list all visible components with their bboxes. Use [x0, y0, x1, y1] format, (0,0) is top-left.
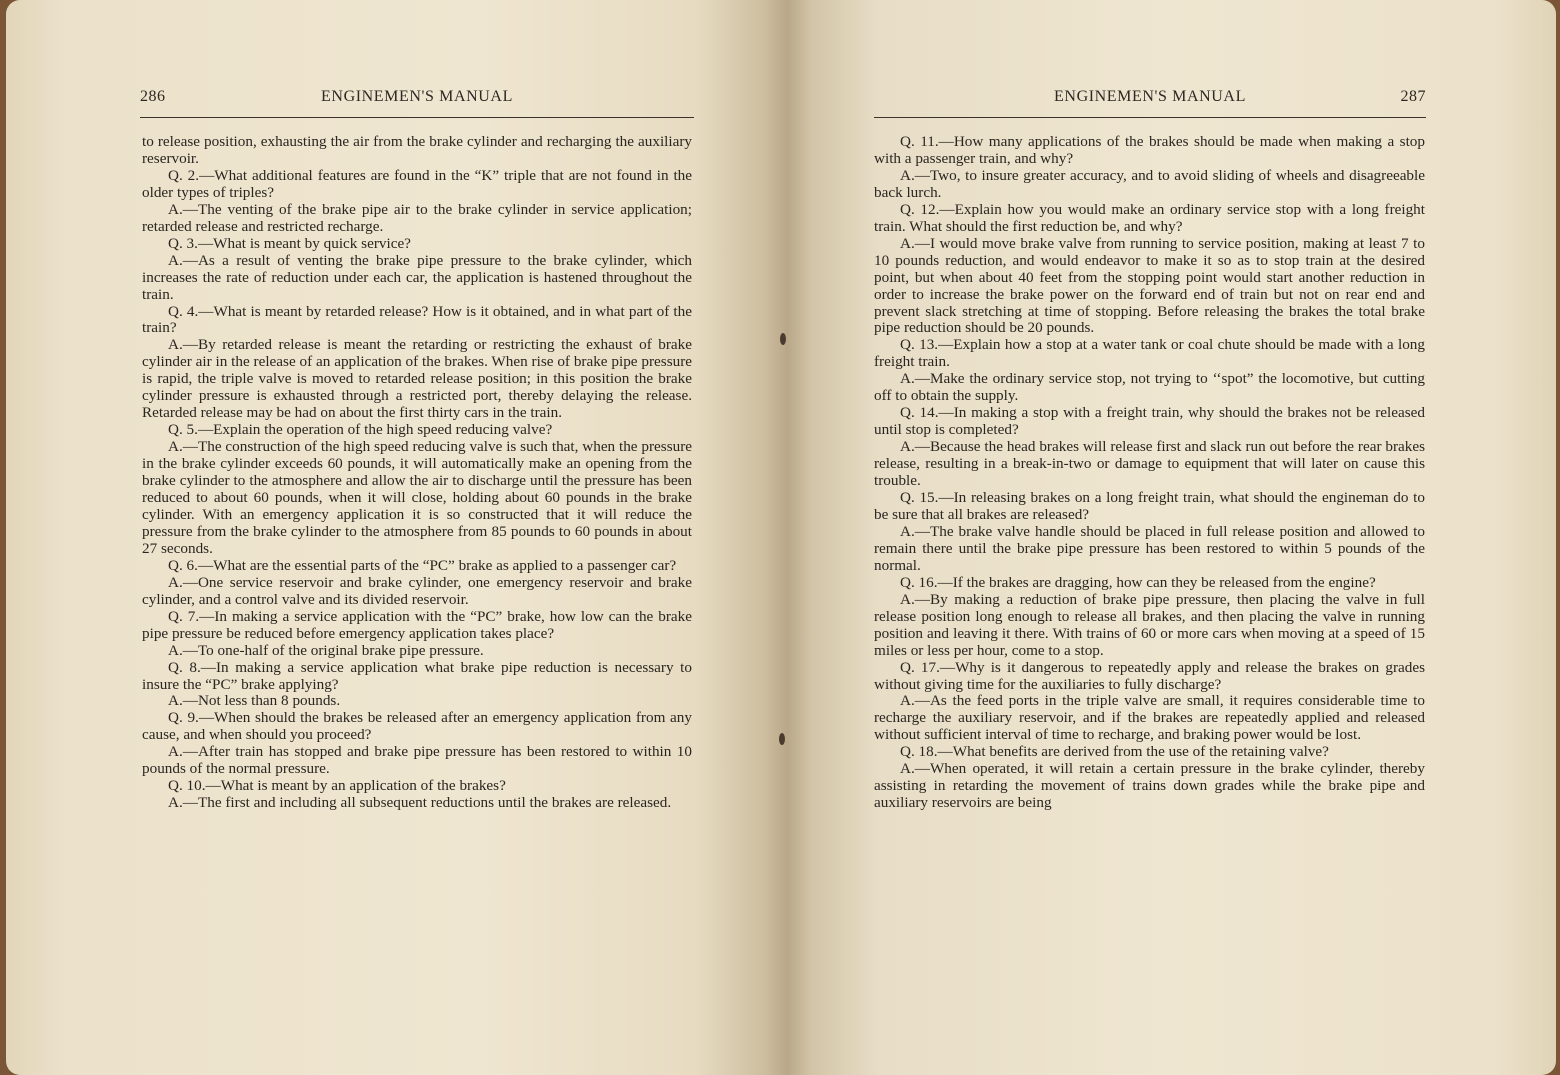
question-paragraph: Q. 17.—Why is it dangerous to repeatedly apply and release the brakes on grades without giving time for the auxiliaries to fully discharge? — [874, 658, 1425, 693]
question-paragraph: Q. 9.—When should the brakes be released after an emergency application from any cause, and when should you proceed? — [142, 709, 692, 744]
answer-paragraph: A.—To one-half of the original brake pipe pressure. — [168, 641, 484, 659]
left-running-title: ENGINEMEN'S MANUAL — [321, 88, 513, 105]
binding-thread-mark — [780, 333, 786, 345]
question-paragraph: Q. 15.—In releasing brakes on a long freight train, what should the engineman do to be sure that all brakes are released? — [874, 489, 1425, 523]
question-paragraph: Q. 12.—Explain how you would make an ordinary service stop with a long freight train. What should the first reduction be, and why? — [874, 200, 1425, 235]
question-paragraph: Q. 5.—Explain the operation of the high speed reducing valve? — [168, 421, 553, 439]
right-page-number: 287 — [1400, 88, 1426, 105]
question-paragraph: Q. 4.—What is meant by retarded release? How is it obtained, and in what part of the train? — [142, 302, 692, 337]
left-running-head — [140, 88, 694, 110]
binding-thread-mark — [779, 733, 785, 745]
right-page — [788, 0, 1556, 1075]
answer-paragraph: A.—The brake valve handle should be placed in full release position and allowed to remain there until the brake pipe pressure has been restored to within 5 pounds of the normal. — [874, 522, 1425, 574]
question-paragraph: Q. 11.—How many applications of the brakes should be made when making a stop with a passenger train, and why? — [874, 133, 1425, 167]
answer-paragraph: A.—When operated, it will retain a certain pressure in the brake cylinder, thereby assisting in retarding the movement of trains down grades while the brake pipe and auxiliary reservoirs are being — [874, 760, 1425, 812]
question-paragraph: Q. 2.—What additional features are found in the “K” triple that are not found in the older types of triples? — [142, 166, 692, 201]
question-paragraph: Q. 10.—What is meant by an application of the brakes? — [168, 777, 506, 795]
answer-paragraph: A.—Two, to insure greater accuracy, and to avoid sliding of wheels and disagreeable back lurch. — [874, 166, 1425, 201]
question-paragraph: Q. 16.—If the brakes are dragging, how can they be released from the engine? — [900, 573, 1376, 591]
answer-paragraph: A.—The first and including all subsequent reductions until the brakes are released. — [168, 794, 672, 812]
left-header-rule — [140, 117, 694, 118]
answer-paragraph: A.—Not less than 8 pounds. — [168, 692, 341, 710]
answer-paragraph: A.—After train has stopped and brake pipe pressure has been restored to within 10 pounds of the normal pressure. — [142, 743, 692, 778]
answer-paragraph: A.—The venting of the brake pipe air to the brake cylinder in service application; retarded release and restricted recharge. — [142, 200, 692, 235]
answer-paragraph: A.—I would move brake valve from running to service position, making at least 7 to 10 pounds reduction, and would endeavor to make it so as to stop train at the desired point, but when about 40 feet from the stopping point would start another reduction in order to increase the brake power on the forward end of train but not on rear end and prevent slack stretching at time of stopping. Before releasing the brakes the total brake pipe reduction should be 20 pounds. — [874, 234, 1425, 337]
question-paragraph: Q. 13.—Explain how a stop at a water tank or coal chute should be made with a long freight train. — [874, 336, 1425, 371]
answer-paragraph: A.—One service reservoir and brake cylinder, one emergency reservoir and brake cylinder, and a control valve and its divided reservoir. — [142, 573, 692, 608]
question-paragraph: Q. 3.—What is meant by quick service? — [168, 234, 411, 252]
right-running-head — [874, 88, 1426, 110]
question-paragraph: Q. 14.—In making a stop with a freight train, why should the brakes not be released until stop is completed? — [874, 404, 1425, 439]
answer-paragraph: A.—Make the ordinary service stop, not trying to ‘‘spot” the locomotive, but cutting off to obtain the supply. — [874, 370, 1425, 405]
answer-paragraph: A.—The construction of the high speed reducing valve is such that, when the pressure in the brake cylinder exceeds 60 pounds, it will automatically make an opening from the brake cylinder to the atmosphere and allow the air to discharge until the pressure has been reduced to about 60 pounds, when it will close, holding about 60 pounds in the brake cylinder. With an emergency application it is so constructed that it will reduce the pressure from the brake cylinder to the atmosphere from 85 pounds to 60 pounds in about 27 seconds. — [142, 438, 692, 557]
answer-paragraph: A.—As a result of venting the brake pipe pressure to the brake cylinder, which increases the rate of reduction under each car, the application is hastened throughout the train. — [142, 251, 692, 303]
answer-paragraph: A.—By retarded release is meant the retarding or restricting the exhaust of brake cylinder air in the release of an application of the brakes. When rise of brake pipe pressure is rapid, the triple valve is moved to retarded release position; in this position the brake cylinder pressure is exhausted through a restricted port, thereby delaying the release. Retarded release may be had on about the first thirty cars in the train. — [142, 336, 692, 422]
paragraph: to release position, exhausting the air from the brake cylinder and recharging the auxiliary reservoir. — [142, 133, 692, 167]
question-paragraph: Q. 18.—What benefits are derived from the use of the retaining valve? — [900, 743, 1329, 761]
question-paragraph: Q. 6.—What are the essential parts of the “PC” brake as applied to a passenger car? — [168, 556, 677, 574]
left-page-number: 286 — [140, 88, 166, 105]
right-running-title: ENGINEMEN'S MANUAL — [1054, 88, 1246, 105]
left-body-text — [142, 134, 692, 812]
right-header-rule — [874, 117, 1426, 118]
left-page — [6, 0, 788, 1075]
question-paragraph: Q. 7.—In making a service application with the “PC” brake, how low can the brake pipe pressure be reduced before emergency application takes place? — [142, 607, 692, 642]
answer-paragraph: A.—Because the head brakes will release first and slack run out before the rear brakes release, resulting in a break-in-two or damage to equipment that will later on cause this trouble. — [874, 438, 1425, 490]
right-body-text — [874, 134, 1425, 812]
answer-paragraph: A.—By making a reduction of brake pipe pressure, then placing the valve in full release position long enough to release all brakes, and then placing the valve in running position and leaving it there. With trains of 60 or more cars when moving at a speed of 15 miles or less per hour, come to a stop. — [874, 590, 1425, 659]
question-paragraph: Q. 8.—In making a service application what brake pipe reduction is necessary to insure the “PC” brake applying? — [142, 658, 692, 693]
answer-paragraph: A.—As the feed ports in the triple valve are small, it requires considerable time to recharge the auxiliary reservoir, and if the brakes are repeatedly applied and released without sufficient interval of time to recharge, and braking power would be lost. — [874, 692, 1425, 744]
